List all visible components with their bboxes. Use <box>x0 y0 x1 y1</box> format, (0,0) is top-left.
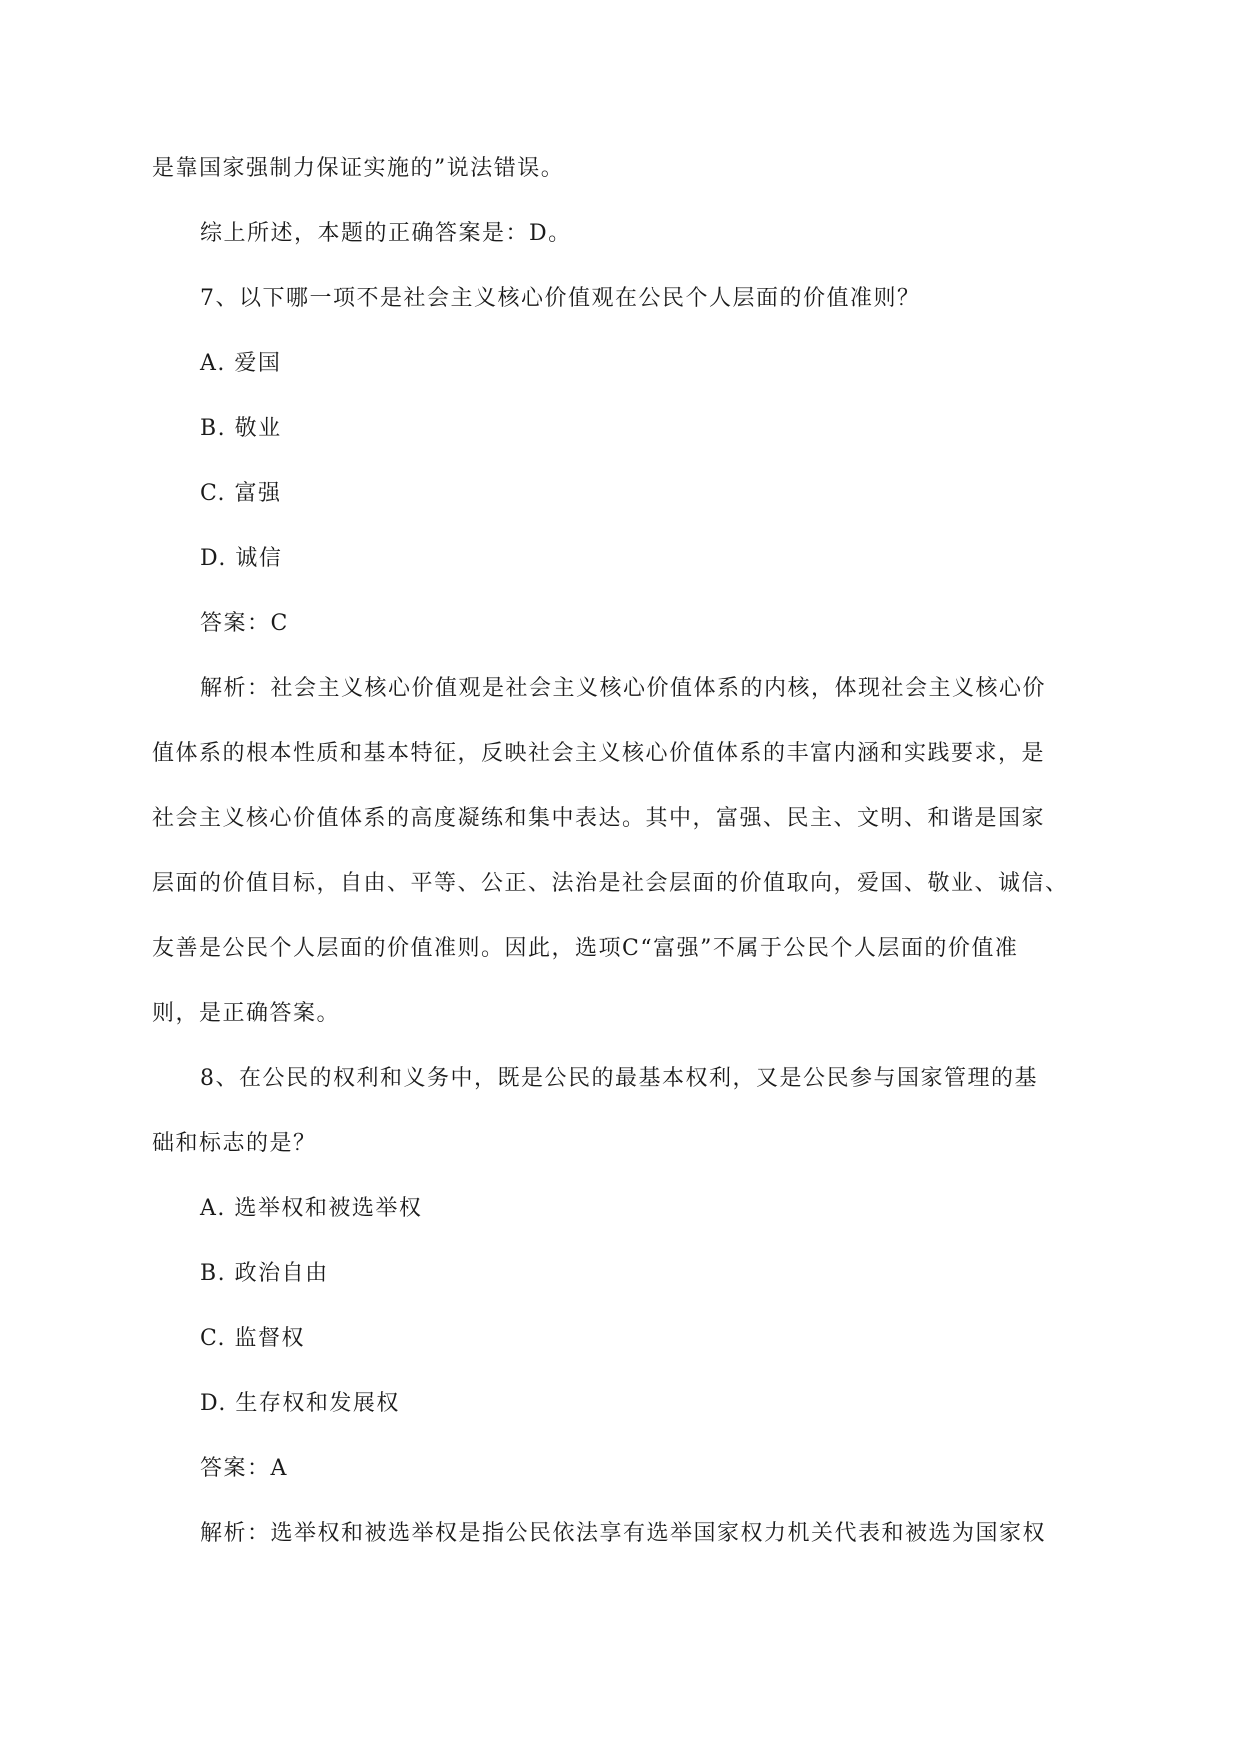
q7-explanation-line-5: 友善是公民个人层面的价值准则。因此，选项C“富强”不属于公民个人层面的价值准 <box>152 936 1019 961</box>
q7-explanation-line-1: 解析：社会主义核心价值观是社会主义核心价值体系的内核，体现社会主义核心价 <box>200 676 1047 701</box>
q7-option-c: C. 富强 <box>200 481 282 506</box>
q7-option-a: A. 爱国 <box>200 351 282 376</box>
q7-explanation-line-4: 层面的价值目标，自由、平等、公正、法治是社会层面的价值取向，爱国、敬业、诚信、 <box>152 871 1069 896</box>
q7-option-b: B. 敬业 <box>200 416 282 441</box>
conclusion-line: 综上所述，本题的正确答案是：D。 <box>200 221 572 246</box>
q8-option-c: C. 监督权 <box>200 1326 306 1351</box>
q7-explanation-line-2: 值体系的根本性质和基本特征，反映社会主义核心价值体系的丰富内涵和实践要求，是 <box>152 741 1046 766</box>
q8-option-d: D. 生存权和发展权 <box>200 1391 400 1416</box>
question-8-line-1: 8、在公民的权利和义务中，既是公民的最基本权利，又是公民参与国家管理的基 <box>200 1066 1038 1091</box>
q8-answer: 答案：A <box>200 1456 288 1481</box>
q8-option-b: B. 政治自由 <box>200 1261 329 1286</box>
q8-explanation-line-1: 解析：选举权和被选举权是指公民依法享有选举国家权力机关代表和被选为国家权 <box>200 1521 1047 1546</box>
q7-option-d: D. 诚信 <box>200 546 283 571</box>
question-7: 7、以下哪一项不是社会主义核心价值观在公民个人层面的价值准则？ <box>200 286 921 311</box>
document-page <box>152 136 1092 1566</box>
q8-option-a: A. 选举权和被选举权 <box>200 1196 423 1221</box>
question-8-line-2: 础和标志的是？ <box>152 1131 317 1156</box>
q7-explanation-line-3: 社会主义核心价值体系的高度凝练和集中表达。其中，富强、民主、文明、和谐是国家 <box>152 806 1046 831</box>
text-line: 是靠国家强制力保证实施的”说法错误。 <box>152 156 565 181</box>
q7-explanation-line-6: 则，是正确答案。 <box>152 1001 341 1026</box>
q7-answer: 答案：C <box>200 611 289 636</box>
